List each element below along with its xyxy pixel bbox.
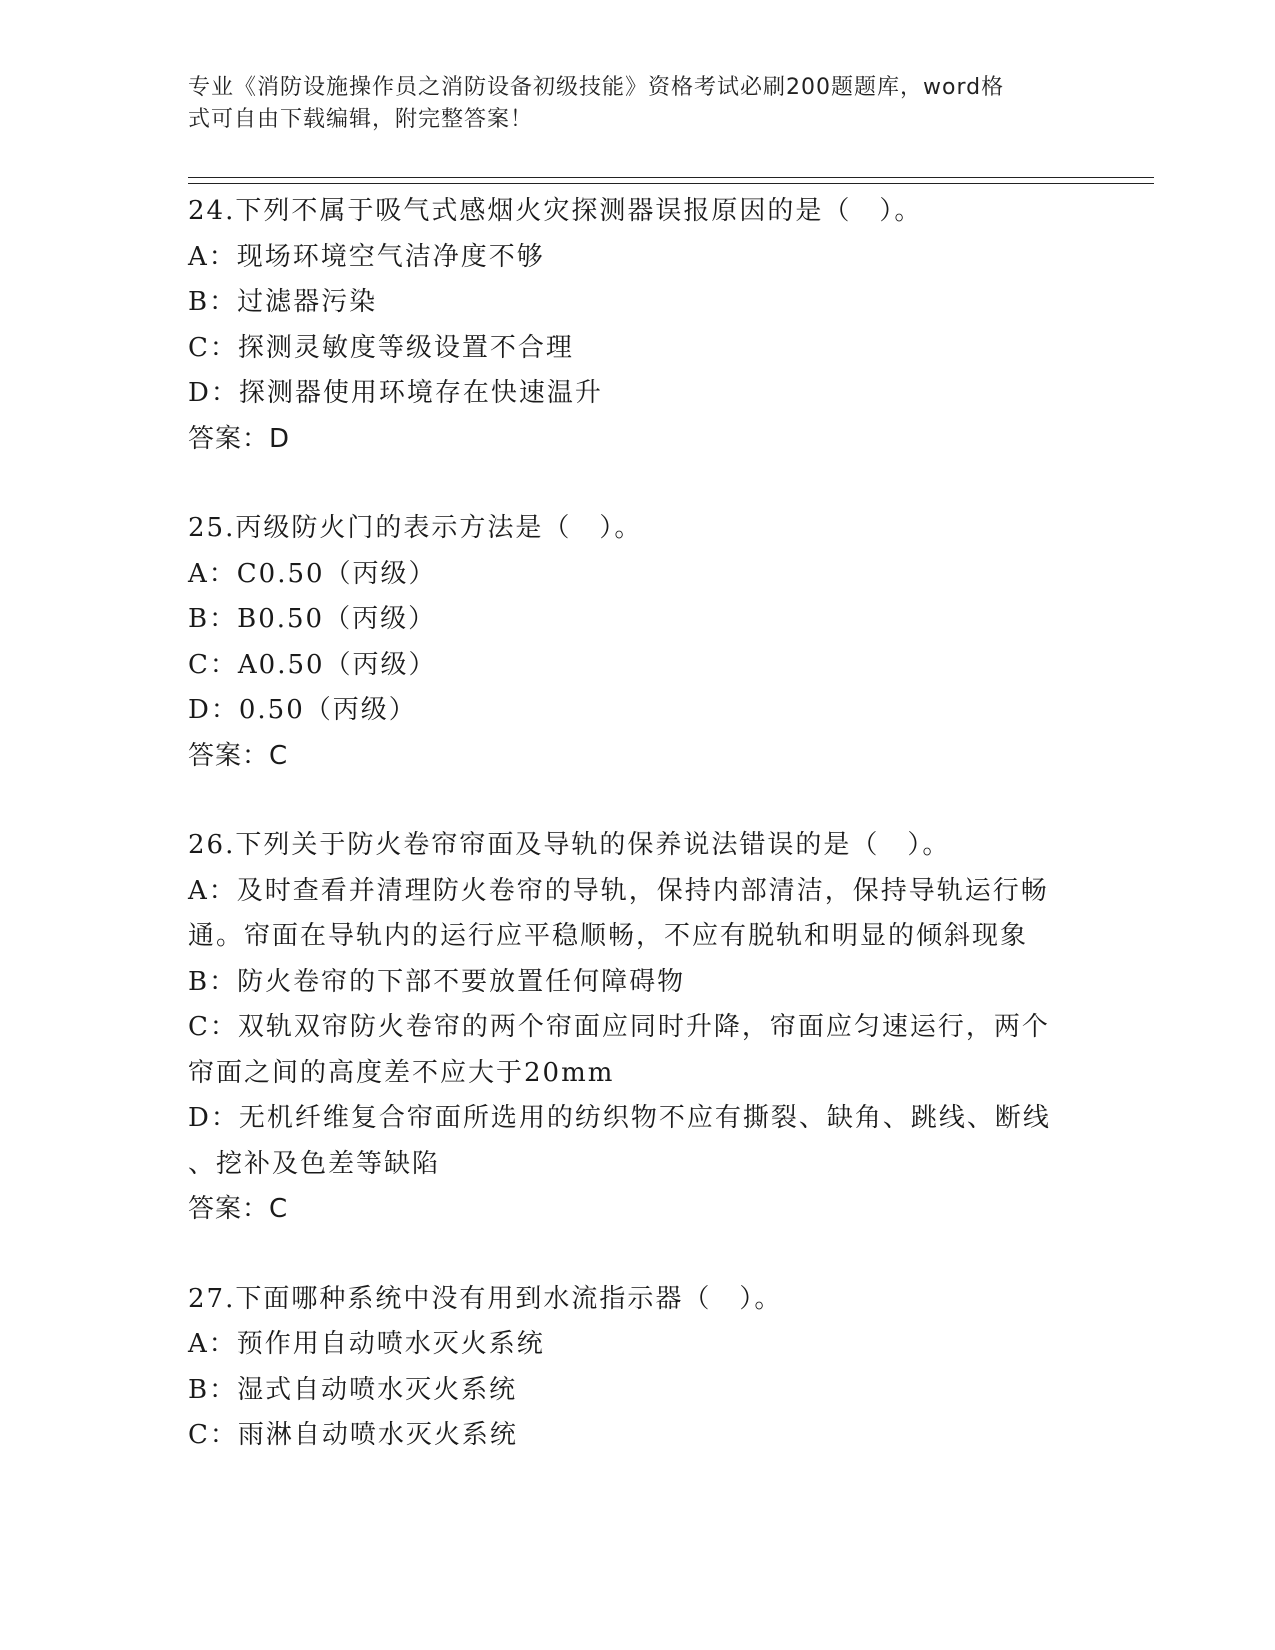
header-divider-bottom — [188, 183, 1154, 184]
question-spacer — [188, 779, 1088, 823]
answer-label: 答案：C — [188, 740, 289, 771]
option-a: A：预作用自动喷水灭火系统 — [188, 1329, 545, 1359]
option-b: B：湿式自动喷水灭火系统 — [188, 1374, 518, 1405]
header-divider-top — [188, 177, 1154, 178]
option-d-continued: 、挖补及色差等缺陷 — [188, 1148, 441, 1179]
question-spacer — [188, 462, 1088, 506]
option-b: B：过滤器污染 — [188, 287, 378, 317]
option-a-continued: 通。帘面在导轨内的运行应平稳顺畅，不应有脱轨和明显的倾斜现象 — [188, 921, 1029, 951]
question-stem: 25.丙级防火门的表示方法是（ ）。 — [188, 513, 643, 543]
option-c: C：探测灵敏度等级设置不合理 — [188, 332, 574, 363]
question-25 — [188, 506, 1088, 779]
option-c-continued: 帘面之间的高度差不应大于20mm — [188, 1057, 615, 1088]
option-d: D：0.50（丙级） — [188, 695, 417, 725]
option-d: D：无机纤维复合帘面所选用的纺织物不应有撕裂、缺角、跳线、断线 — [188, 1103, 1051, 1133]
header-line-1: 专业《消防设施操作员之消防设备初级技能》资格考试必刷200题题库，word格 — [188, 75, 1005, 100]
option-b: B：B0.50（丙级） — [188, 604, 437, 634]
question-stem: 27.下面哪种系统中没有用到水流指示器（ ）。 — [188, 1283, 783, 1314]
question-27 — [188, 1277, 1088, 1459]
question-spacer — [188, 1233, 1088, 1277]
answer-label: 答案：C — [188, 1194, 289, 1224]
option-c: C：A0.50（丙级） — [188, 649, 437, 680]
question-stem: 24.下列不属于吸气式感烟火灾探测器误报原因的是（ ）。 — [188, 196, 923, 226]
option-a: A：现场环境空气洁净度不够 — [188, 241, 545, 272]
question-24 — [188, 189, 1088, 462]
answer-label: 答案：D — [188, 423, 291, 454]
question-26 — [188, 823, 1088, 1233]
question-list — [188, 189, 1088, 1459]
header-line-2: 式可自由下载编辑，附完整答案！ — [188, 107, 534, 132]
option-b: B：防火卷帘的下部不要放置任何障碍物 — [188, 966, 686, 997]
option-a: A：C0.50（丙级） — [188, 558, 437, 589]
document-header — [188, 72, 1068, 136]
option-d: D：探测器使用环境存在快速温升 — [188, 378, 603, 408]
option-c: C：双轨双帘防火卷帘的两个帘面应同时升降，帘面应匀速运行，两个 — [188, 1012, 1050, 1042]
question-stem: 26.下列关于防火卷帘帘面及导轨的保养说法错误的是（ ）。 — [188, 830, 951, 860]
option-c: C：雨淋自动喷水灭火系统 — [188, 1420, 518, 1450]
option-a: A：及时查看并清理防火卷帘的导轨，保持内部清洁，保持导轨运行畅 — [188, 875, 1049, 906]
